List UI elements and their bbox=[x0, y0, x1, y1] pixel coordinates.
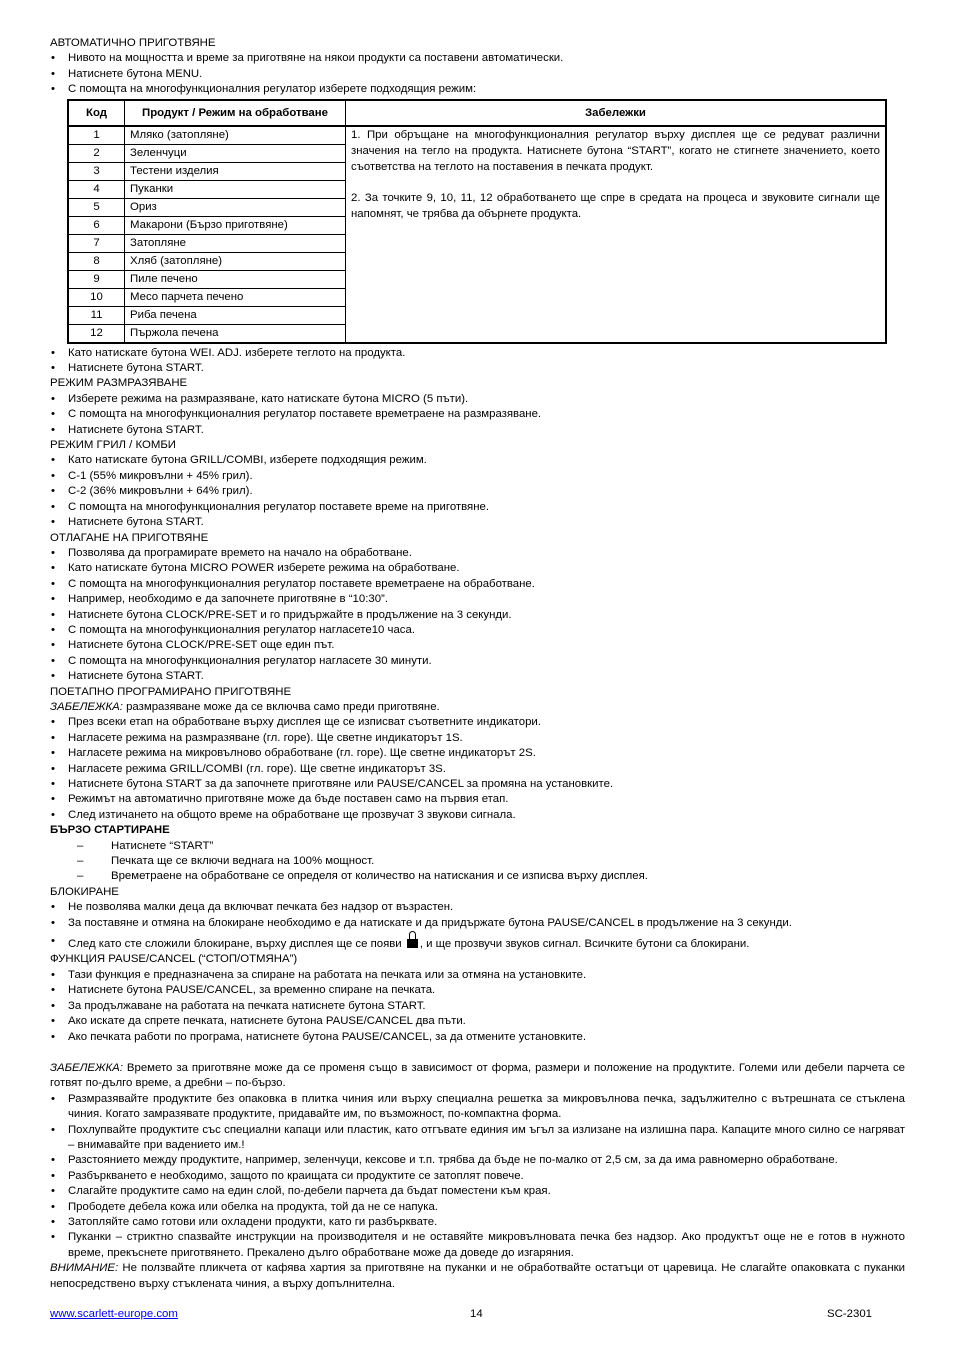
list-item: • Например, необходимо е да започнете приготвяне в “10:30”. bbox=[50, 592, 905, 607]
page-number: 14 bbox=[470, 1308, 483, 1320]
list-item: • След изтичането на общото време на обработване ще прозвучат 3 звукови сигнала. bbox=[50, 808, 905, 823]
product-cell: Мляко (затопляне) bbox=[125, 126, 346, 145]
table-header-row bbox=[68, 100, 886, 126]
product-cell: Месо парчета печено bbox=[125, 288, 346, 306]
list-item: • Натиснете бутона CLOCK/PRE-SET и го придържайте в продължение на 3 секунди. bbox=[50, 608, 905, 623]
product-cell: Хляб (затопляне) bbox=[125, 252, 346, 270]
note-text: Времето за приготвяне може да се променя също в зависимост от форма, размери и положение на продуктите. Големи или дебели парчета се готвят по-дълго време, а дребни – по-бързо. bbox=[50, 1061, 905, 1090]
list-item: • Разбъркването е необходимо, защото по краищата си продуктите се затоплят повече. bbox=[50, 1169, 905, 1184]
list-item: • Нагласете режима GRILL/COMBI (гл. горе). Ще светне индикаторът 3S. bbox=[50, 762, 905, 777]
list-item: • За поставяне и отмяна на блокиране необходимо е да натискате и да придържате бутона PAUSE/CANCEL в продължение на 3 секунди. bbox=[50, 916, 905, 931]
product-cell: Пиле печено bbox=[125, 270, 346, 288]
list-item: • Ако искате да спрете печката, натиснете бутона PAUSE/CANCEL два пъти. bbox=[50, 1014, 905, 1029]
list-item: • Натиснете бутона START. bbox=[50, 423, 905, 438]
list-item: • Натиснете бутона START. bbox=[50, 515, 905, 530]
product-cell: Риба печена bbox=[125, 306, 346, 324]
code-cell: 2 bbox=[68, 144, 125, 162]
list-item: • Ако печката работи по програма, натиснете бутона PAUSE/CANCEL, за да отмените установките. bbox=[50, 1030, 905, 1045]
list-item: • Тази функция е предназначена за спиране на работата на печката или за отмяна на установките. bbox=[50, 968, 905, 983]
code-cell: 11 bbox=[68, 306, 125, 324]
list-item: – Натиснете “START” bbox=[50, 839, 905, 854]
list-item: • С помощта на многофункционалния регулатор поставете време на приготвяне. bbox=[50, 500, 905, 515]
header-code: Код bbox=[68, 100, 125, 126]
lock-text-before: След като сте сложили блокиране, върху дисплея ще се появи bbox=[68, 938, 402, 951]
note-text: размразяване може да се включва само преди приготвяне. bbox=[122, 700, 440, 713]
code-cell: 10 bbox=[68, 288, 125, 306]
lock-text-after: , и ще прозвучи звуков сигнал. Всичките бутони са блокирани. bbox=[419, 938, 750, 951]
product-cell: Пържола печена bbox=[125, 324, 346, 343]
notes-cell bbox=[346, 126, 887, 343]
list-item: • Като натискате бутона MICRO POWER изберете режима на обработване. bbox=[50, 561, 905, 576]
list-item: • Пуканки – стриктно спазвайте инструкции на производителя и не оставяйте микровълновата печка без надзор. Ако продуктът още не е готов в нужното време, прекъснете приготвянето. Прекалено дълго обработване може да доведе до изгаряния. bbox=[50, 1230, 905, 1261]
list-item: • Натиснете бутона PAUSE/CANCEL, за временно спиране на печката. bbox=[50, 983, 905, 998]
section-title-defrost: РЕЖИМ РАЗМРАЗЯВАНЕ bbox=[50, 377, 188, 390]
list-item: • Нивото на мощността и време за приготвяне на някои продукти са поставени автоматически. bbox=[50, 51, 905, 66]
code-cell: 5 bbox=[68, 198, 125, 216]
list-item: • С помощта на многофункционалния регулатор нагласете 30 минути. bbox=[50, 654, 905, 669]
product-cell: Макарони (Бързо приготвяне) bbox=[125, 216, 346, 234]
list-item: • Размразявайте продуктите без опаковка в плитка чиния или върху специална решетка за микровълнова печка, задължително с вътрешната се стъклена чиния. Когато замразявате продуктите, придавайте им, по възможност, по-компактна форма. bbox=[50, 1092, 905, 1123]
list-item: • Изберете режима на размразяване, като натискате бутона MICRO (5 пъти). bbox=[50, 392, 905, 407]
list-item: • Режимът на автоматично приготвяне може да бъде поставен само на първия етап. bbox=[50, 792, 905, 807]
list-item: • C-1 (55% микровълни + 45% грил). bbox=[50, 469, 905, 484]
warning-note bbox=[50, 1261, 905, 1292]
model-number: SC-2301 bbox=[827, 1308, 872, 1320]
list-item: • Разстоянието между продуктите, например, зеленчуци, кексове и т.п. трябва да бъде не по-малко от 2,5 см, за да има равномерно обработване. bbox=[50, 1153, 905, 1168]
table-row bbox=[68, 126, 886, 145]
code-cell: 4 bbox=[68, 180, 125, 198]
section-title-staged: ПОЕТАПНО ПРОГРАМИРАНО ПРИГОТВЯНЕ bbox=[50, 685, 292, 698]
code-cell: 6 bbox=[68, 216, 125, 234]
list-item: • Позволява да програмирате времето на начало на обработване. bbox=[50, 546, 905, 561]
list-item bbox=[50, 934, 905, 952]
list-item: • През всеки етап на обработване върху дисплея ще се изписват съответните индикатори. bbox=[50, 715, 905, 730]
list-item: • С помощта на многофункционалния регулатор изберете подходящия режим: bbox=[50, 82, 905, 97]
staged-note bbox=[50, 700, 905, 715]
list-item: • Не позволява малки деца да включват печката без надзор от възрастен. bbox=[50, 900, 905, 915]
product-cell: Тестени изделия bbox=[125, 162, 346, 180]
section-title-auto: АВТОМАТИЧНО ПРИГОТВЯНЕ bbox=[50, 37, 216, 49]
list-item: • Нагласете режима на микровълново обработване (гл. горе). Ще светне индикаторът 2S. bbox=[50, 746, 905, 761]
website-link[interactable]: www.scarlett-europe.com bbox=[50, 1308, 178, 1320]
list-item: • Прободете дебела кожа или обелка на продукта, той да не се напука. bbox=[50, 1200, 905, 1215]
list-item: • С помощта на многофункционалния регулатор поставете времетраене на размразяване. bbox=[50, 407, 905, 422]
section-title-lock: БЛОКИРАНЕ bbox=[50, 885, 119, 898]
note-label: ЗАБЕЛЕЖКА: bbox=[50, 1061, 123, 1074]
code-cell: 12 bbox=[68, 324, 125, 343]
code-cell: 9 bbox=[68, 270, 125, 288]
list-item: • C-2 (36% микровълни + 64% грил). bbox=[50, 484, 905, 499]
document-page bbox=[50, 36, 905, 1292]
list-item: • Нагласете режима на размразяване (гл. горе). Ще светне индикаторът 1S. bbox=[50, 731, 905, 746]
section-title-quick: БЪРЗО СТАРТИРАНЕ bbox=[50, 824, 170, 837]
auto-modes-table bbox=[67, 99, 887, 344]
general-note bbox=[50, 1061, 905, 1092]
section-title-delay: ОТЛАГАНЕ НА ПРИГОТВЯНЕ bbox=[50, 531, 209, 544]
list-item: – Печката ще се включи веднага на 100% мощност. bbox=[50, 854, 905, 869]
list-item: • Похлупвайте продуктите със специални капаци или пластик, като отгъвате единия им ъгъл за излизане на излишна пара. Капаците много силно се нагряват – внимавайте при вадението им.! bbox=[50, 1123, 905, 1154]
code-cell: 3 bbox=[68, 162, 125, 180]
product-cell: Пуканки bbox=[125, 180, 346, 198]
list-item: • Като натискате бутона GRILL/COMBI, изберете подходящия режим. bbox=[50, 453, 905, 468]
product-cell: Затопляне bbox=[125, 234, 346, 252]
product-cell: Зеленчуци bbox=[125, 144, 346, 162]
code-cell: 1 bbox=[68, 126, 125, 145]
product-cell: Ориз bbox=[125, 198, 346, 216]
warning-label: ВНИМАНИЕ: bbox=[50, 1262, 119, 1275]
list-item: • Натиснете бутона START за да започнете приготвяне или PAUSE/CANCEL за промяна на установките. bbox=[50, 777, 905, 792]
note-2: 2. За точките 9, 10, 11, 12 обработването ще спре в средата на процеса и звуковите сигнали ще напомнят, че трябва да обърнете продукта. bbox=[351, 191, 880, 220]
code-cell: 8 bbox=[68, 252, 125, 270]
section-title-grill: РЕЖИМ ГРИЛ / КОМБИ bbox=[50, 439, 176, 452]
section-title-pause: ФУНКЦИЯ PAUSE/CANCEL (“СТОП/ОТМЯНА”) bbox=[50, 953, 298, 966]
note-label: ЗАБЕЛЕЖКА: bbox=[50, 700, 123, 713]
list-item: • Като натискате бутона WEI. ADJ. изберете теглото на продукта. bbox=[50, 346, 905, 361]
code-cell: 7 bbox=[68, 234, 125, 252]
note-1: 1. При обръщане на многофункционалния регулатор върху дисплея ще се редуват различни значения на тегло на продукта. Натиснете бутона “START”, когато не стигнете значението, което съответства на теглото на поставения в печката продукт. bbox=[351, 128, 880, 173]
header-product: Продукт / Режим на обработване bbox=[125, 100, 346, 126]
page-footer bbox=[50, 1307, 872, 1323]
warning-text: Не ползвайте пликчета от кафява хартия за приготвяне на пуканки и не обработвайте остатъци от царевица. Не слагайте опаковката с пуканки непосредствено върху стъклената чиния, а върху допълнителна. bbox=[50, 1262, 905, 1290]
list-item: • Натиснете бутона CLOCK/PRE-SET още един път. bbox=[50, 638, 905, 653]
list-item: • За продължаване на работата на печката натиснете бутона START. bbox=[50, 999, 905, 1014]
lock-icon bbox=[407, 934, 418, 948]
list-item: – Времетраене на обработване се определя от количество на натискания и се изписва върху дисплея. bbox=[50, 869, 905, 884]
header-notes: Забележки bbox=[346, 100, 887, 126]
list-item: • Слагайте продуктите само на един слой, по-дебели парчета да бъдат поместени към края. bbox=[50, 1184, 905, 1199]
list-item: • Затопляйте само готови или охладени продукти, като ги разбърквате. bbox=[50, 1215, 905, 1230]
list-item: • С помощта на многофункционалния регулатор нагласете10 часа. bbox=[50, 623, 905, 638]
list-item: • Натиснете бутона START. bbox=[50, 361, 905, 376]
list-item: • Натиснете бутона START. bbox=[50, 669, 905, 684]
list-item: • Натиснете бутона MENU. bbox=[50, 67, 905, 82]
list-item: • С помощта на многофункционалния регулатор поставете времетраене на обработване. bbox=[50, 577, 905, 592]
